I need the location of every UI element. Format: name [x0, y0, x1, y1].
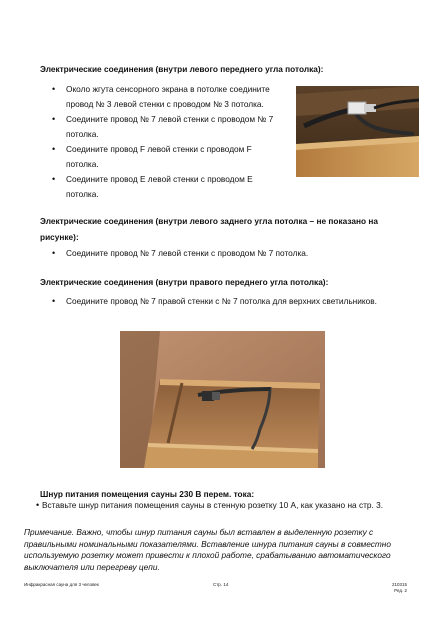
bullet-list-right-front: [40, 294, 420, 309]
list-item: • Соедините провод E левой стенки с проводом E потолка.: [40, 172, 300, 202]
footer-revision: 210315 Ред. 2: [391, 582, 407, 593]
list-item: • Соедините провод F левой стенки с проводом F потолка.: [40, 142, 300, 172]
important-note: Примечание. Важно, чтобы шнур питания сауны был вставлен в выделенную розетку с правильными номинальными показателями. Вставление шнура питания сауны в совместно используемую розетку может привести к плохой работе, срабатыванию автоматического выключателя или перегреву цепи.: [24, 527, 391, 572]
section-heading-right-front: Электрические соединения (внутри правого переднего угла потолка):: [40, 277, 329, 287]
list-item: • Соедините провод № 7 правой стенки с № 7 потолка для верхних светильников.: [40, 294, 420, 309]
bullet-list-left-front: [40, 82, 300, 202]
bullet-list-left-rear: [40, 246, 420, 261]
list-item: • Соедините провод № 7 левой стенки с проводом № 7 потолка.: [40, 112, 300, 142]
list-item: • Вставьте шнур питания помещения сауны в стенную розетку 10 А, как указано на стр. 3.: [24, 498, 424, 513]
ceiling-connector-photo: [296, 86, 419, 177]
list-item: • Около жгута сенсорного экрана в потолке соедините провод № 3 левой стенки с проводом № 3 потолка.: [40, 82, 300, 112]
footer-page-number: Стр. 14: [213, 582, 229, 587]
section-heading-power-cord: Шнур питания помещения сауны 230 В перем. тока:: [40, 489, 255, 499]
list-item: • Соедините провод № 7 левой стенки с проводом № 7 потолка.: [40, 246, 420, 261]
section-heading-left-front: Электрические соединения (внутри левого переднего угла потолка):: [40, 64, 324, 74]
bullet-list-power-cord: [24, 498, 424, 513]
footer-title: Инфракрасная сауна для 3 человек: [24, 582, 99, 587]
section-heading-left-rear: Электрические соединения (внутри левого заднего угла потолка – не показано на рисунке):: [40, 216, 378, 242]
wall-cable-photo: [120, 331, 325, 468]
